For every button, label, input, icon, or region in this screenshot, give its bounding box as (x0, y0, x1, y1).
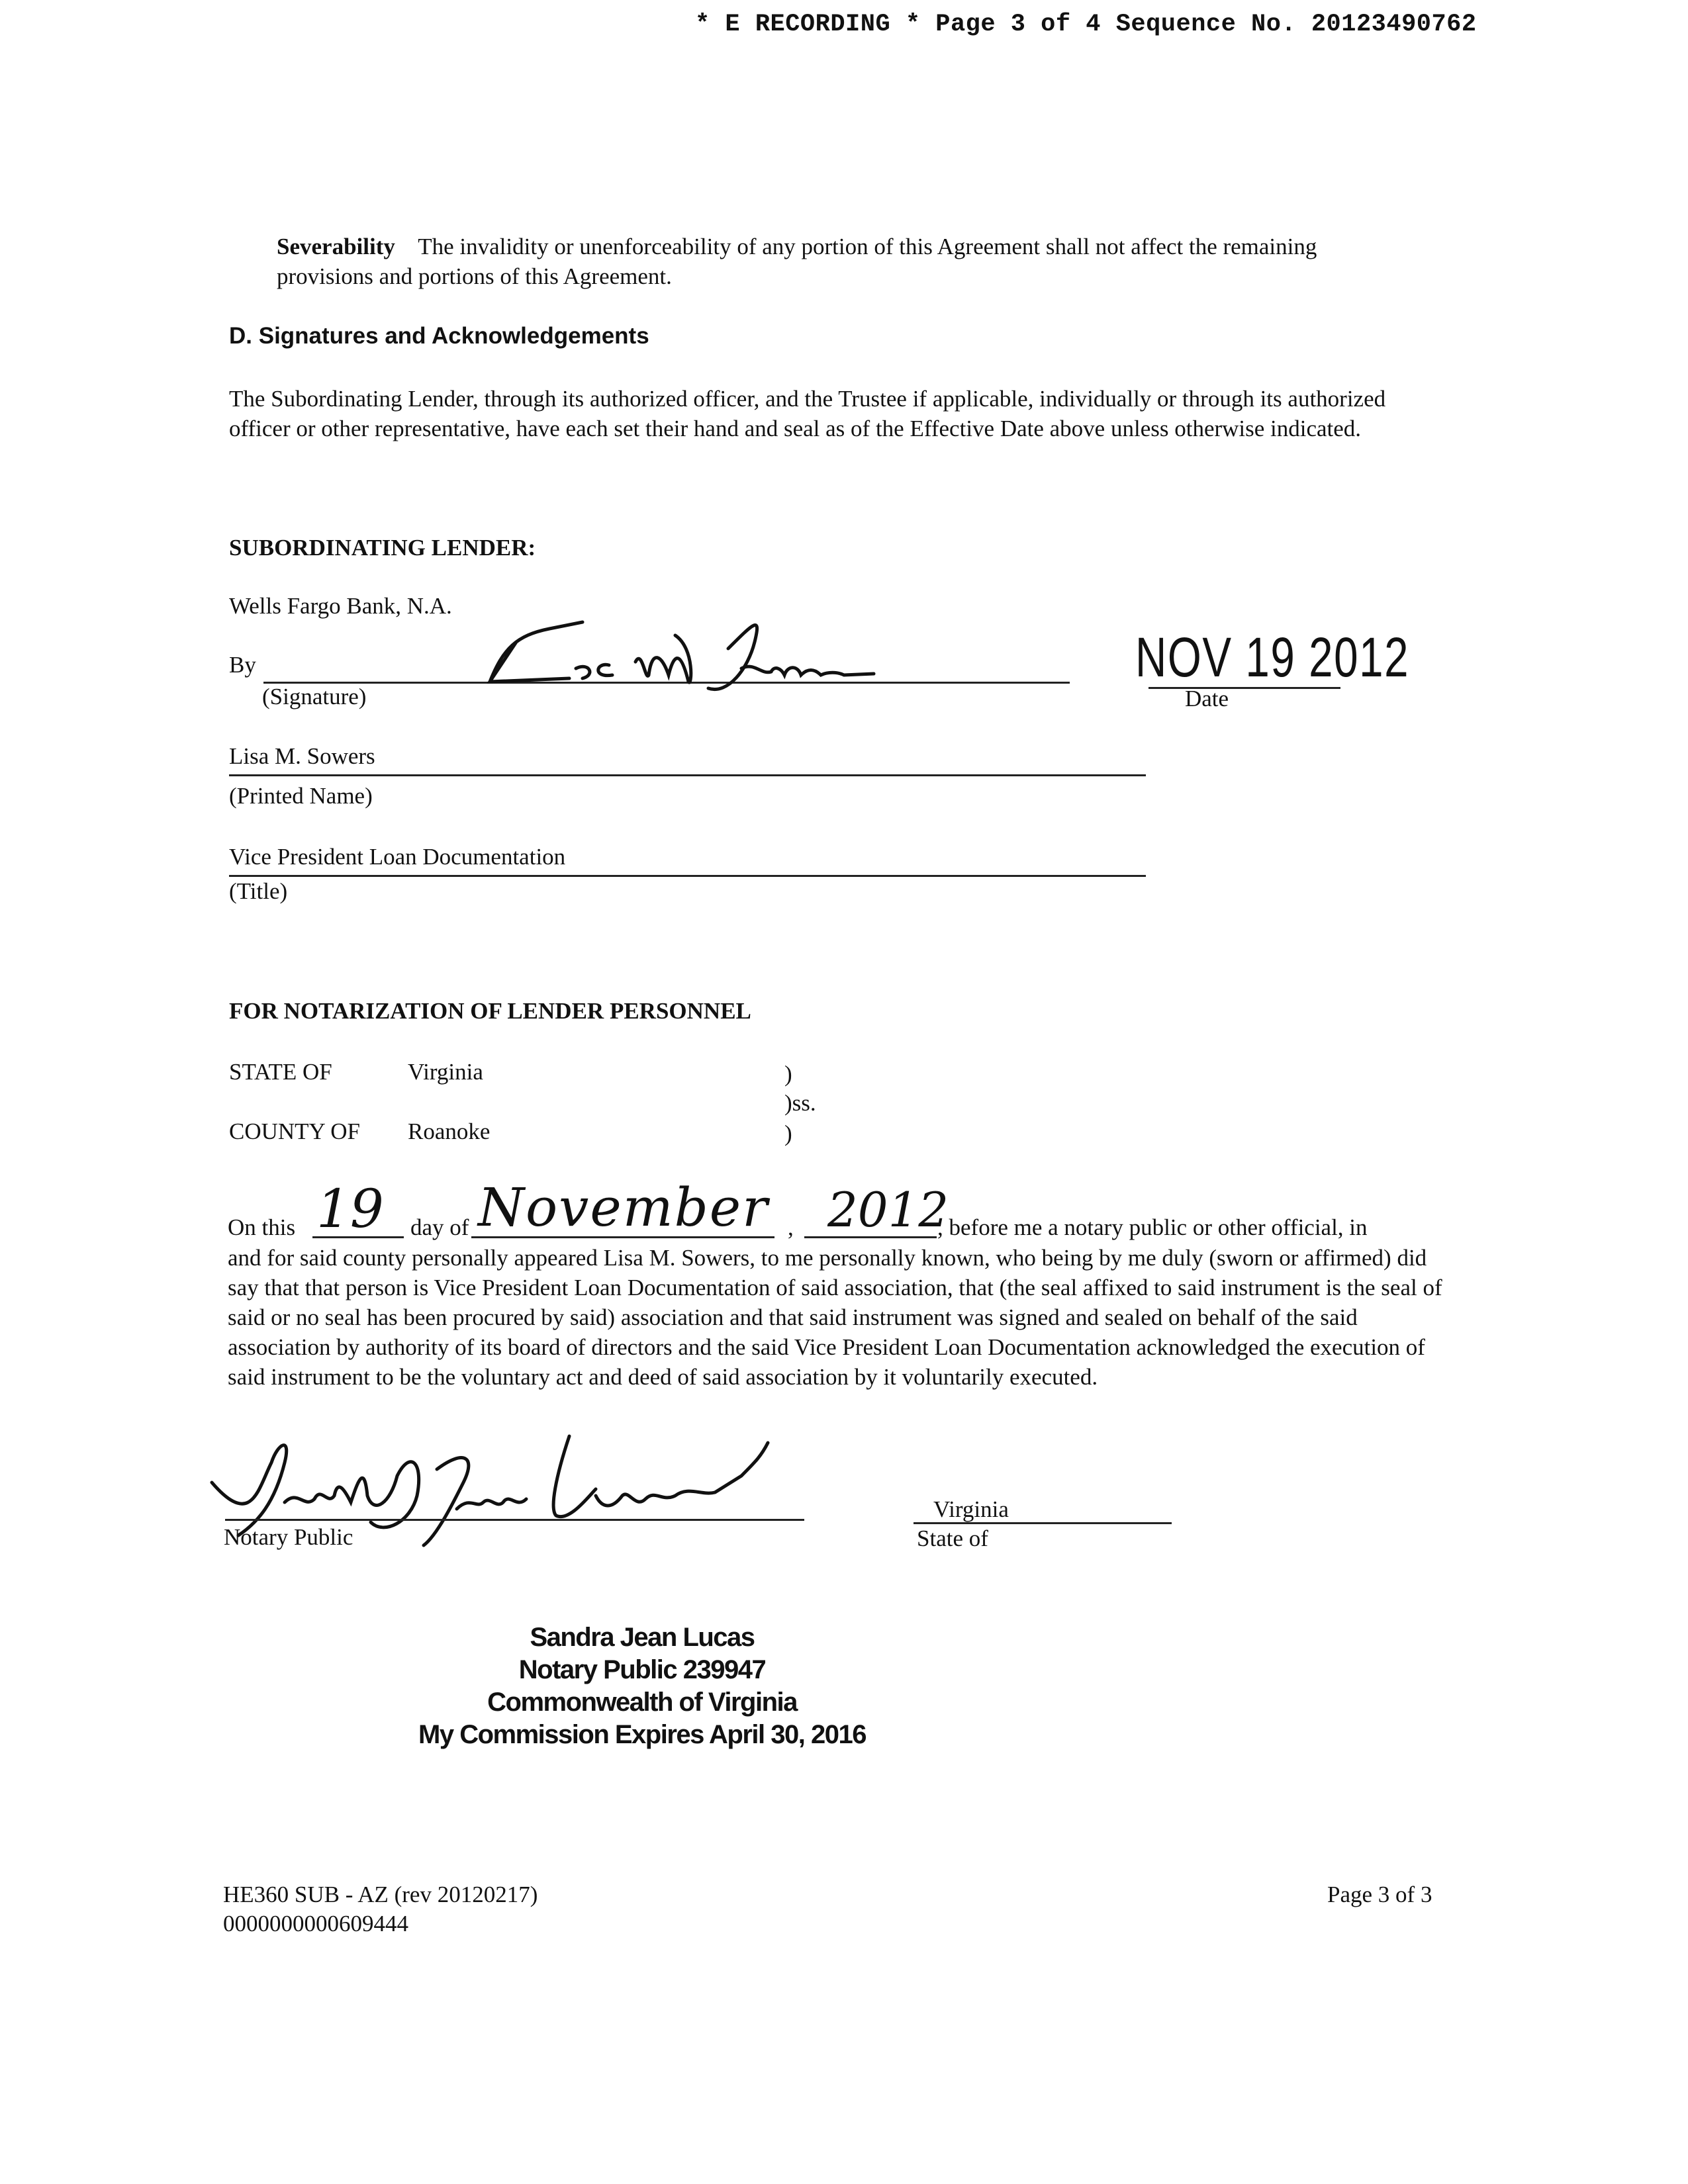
severability-text: The invalidity or unenforceability of any portion of this Agreement shall not affect the remaining provisions and portions of this Agreement. (277, 234, 1317, 289)
month-handwritten: November (478, 1177, 769, 1238)
footer-page-number: Page 3 of 3 (1327, 1882, 1432, 1907)
state-of-value: Virginia (933, 1496, 1009, 1522)
by-label: By (229, 652, 256, 678)
day-handwritten: 19 (316, 1178, 384, 1240)
paren-bottom: ) (784, 1120, 792, 1146)
title-label: (Title) (229, 878, 288, 904)
notary-stamp-commonwealth: Commonwealth of Virginia (487, 1688, 797, 1717)
footer-form-id: HE360 SUB - AZ (rev 20120217) (223, 1882, 538, 1907)
title-line (229, 875, 1146, 877)
notary-line (225, 1519, 804, 1521)
notary-stamp-name: Sandra Jean Lucas (530, 1623, 755, 1652)
notarization-heading: FOR NOTARIZATION OF LENDER PERSONNEL (229, 998, 751, 1024)
severability-block (277, 232, 1362, 291)
ss-mark: )ss. (784, 1090, 816, 1116)
paren-top: ) (784, 1061, 792, 1087)
notarization-body: and for said county personally appeared Lisa M. Sowers, to me personally known, who being by me duly (sworn or affirmed) did say that that person is Vice President Loan Documentation of said association, that (the seal affixed to said instrument is the seal of said or no seal has been procured by said) association and that said instrument was signed and sealed on behalf of the said association by authority of its board of directors and the said Vice President Loan Documentation acknowledged the execution of said instrument to be the voluntary act and deed of said association by it voluntarily executed. (228, 1245, 1442, 1390)
comma: , (788, 1214, 794, 1240)
state-label: STATE OF (229, 1059, 332, 1085)
notary-stamp-expiry: My Commission Expires April 30, 2016 (418, 1720, 866, 1749)
county-value: Roanoke (408, 1118, 491, 1144)
county-label: COUNTY OF (229, 1118, 361, 1144)
line1-rest: , before me a notary public or other official, in (937, 1214, 1368, 1240)
notary-public-label: Notary Public (224, 1524, 353, 1550)
printed-name-line (229, 774, 1146, 776)
on-this-label: On this (228, 1214, 296, 1240)
footer-doc-number: 0000000000609444 (223, 1911, 408, 1936)
date-label: Date (1185, 686, 1229, 711)
day-of-label: day of (410, 1214, 469, 1240)
date-stamp: NOV 19 2012 (1135, 626, 1410, 688)
year-handwritten: 2012 (827, 1182, 949, 1238)
recording-header: * E RECORDING * Page 3 of 4 Sequence No. 20123490762 (695, 11, 1477, 38)
lender-bank-name: Wells Fargo Bank, N.A. (229, 593, 452, 619)
severability-heading: Severability (277, 234, 395, 259)
date-line (1149, 687, 1340, 689)
printed-name-label: (Printed Name) (229, 783, 373, 809)
title-value: Vice President Loan Documentation (229, 844, 566, 870)
printed-name-value: Lisa M. Sowers (229, 743, 375, 769)
notary-stamp (0, 1621, 1284, 1751)
state-of-label: State of (917, 1525, 988, 1551)
lender-signature (477, 609, 940, 702)
state-value: Virginia (408, 1059, 483, 1085)
lender-heading: SUBORDINATING LENDER: (229, 535, 536, 561)
notary-stamp-number: Notary Public 239947 (518, 1655, 766, 1684)
section-d-text: The Subordinating Lender, through its authorized officer, and the Trustee if applicable, individually or through its authorized officer or other representative, have each set their hand and seal as of the Effective Date above unless otherwise indicated. (229, 386, 1386, 441)
section-d-heading: D. Signatures and Acknowledgements (229, 323, 649, 349)
signature-label: (Signature) (262, 684, 367, 709)
